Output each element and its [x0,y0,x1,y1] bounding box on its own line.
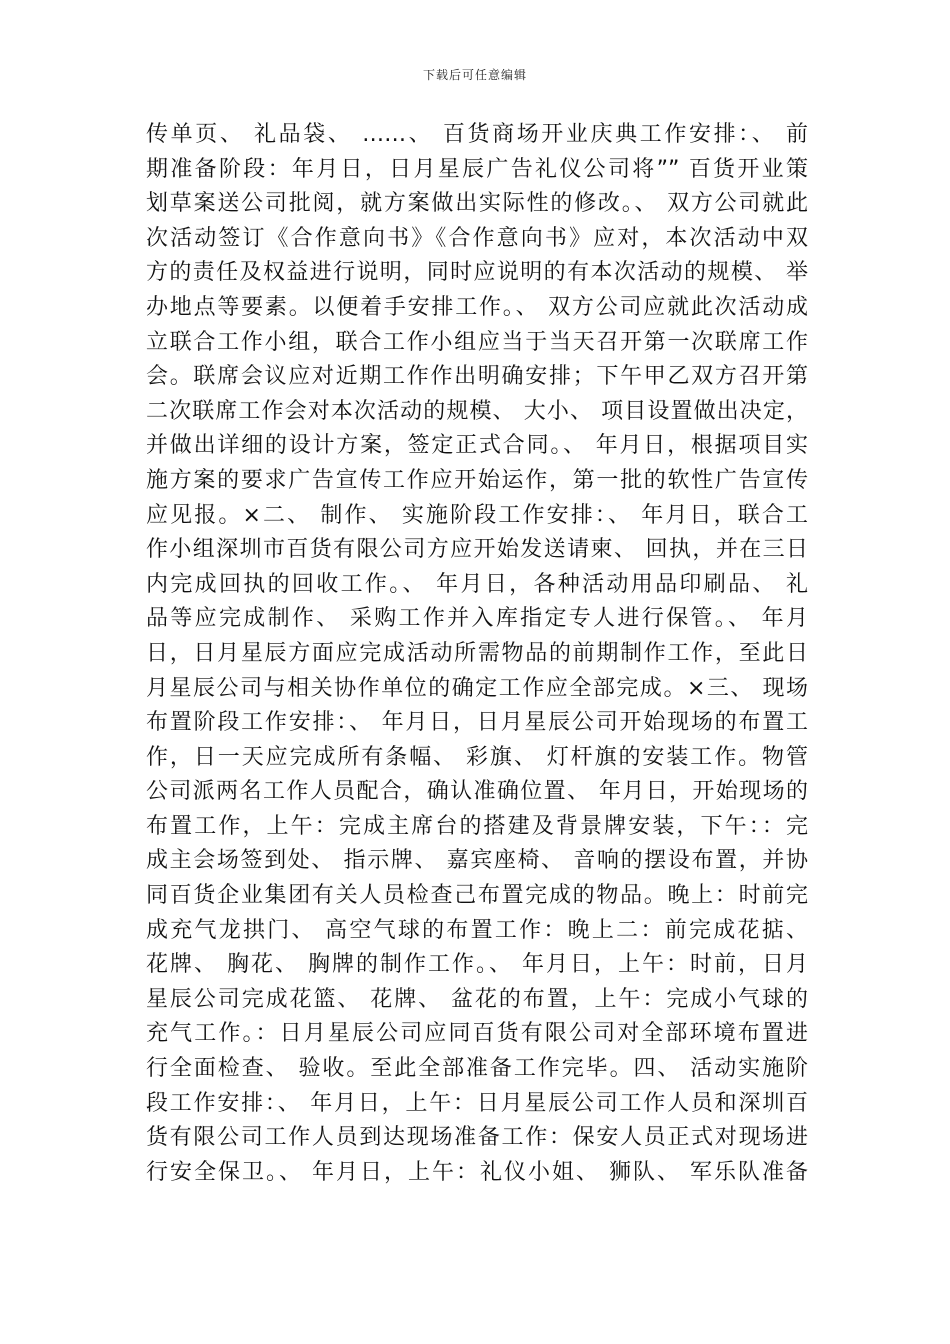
body-text-line: 传单页、 礼品袋、 ……、 百货商场开业庆典工作安排：、 前 [146,122,808,147]
body-text-line: 成主会场签到处、 指示牌、 嘉宾座椅、 音响的摆设布置，并协 [146,848,808,874]
body-text-line: 同百货企业集团有关人员检查己布置完成的物品。晚上：时前完 [146,883,808,909]
body-text-line: 货有限公司工作人员到达现场准备工作：保安人员正式对现场进 [146,1125,808,1151]
page-header-note: 下载后可任意编辑 [422,68,527,82]
body-text-line: 作小组深圳市百货有限公司方应开始发送请柬、 回执，并在三日 [146,537,808,563]
body-text-line: 内完成回执的回收工作。、 年月日，各种活动用品印刷品、 礼 [146,571,808,597]
body-text-line: 次活动签订《合作意向书》《合作意向书》应对，本次活动中双 [146,225,808,251]
body-text-line: 会。联席会议应对近期工作作出明确安排；下午甲乙双方召开第 [146,364,808,390]
body-text-line: 作，日一天应完成所有条幅、 彩旗、 灯杆旗的安装工作。物管 [146,744,808,770]
body-text-line: 立联合工作小组，联合工作小组应当于当天召开第一次联席工作 [146,329,808,355]
body-text-line: 布置阶段工作安排：、 年月日，日月星辰公司开始现场的布置工 [146,710,808,736]
body-paragraph [146,118,808,1190]
body-text-line: 二次联席工作会对本次活动的规模、 大小、 项目设置做出决定， [146,398,808,424]
body-text-line: 月星辰公司与相关协作单位的确定工作应全部完成。×三、 现场 [146,675,808,701]
body-text-line: 划草案送公司批阅，就方案做出实际性的修改。、 双方公司就此 [146,191,808,217]
body-text-line: 期准备阶段：年月日，日月星辰广告礼仪公司将”” 百货开业策 [146,156,808,182]
body-text-line: 并做出详细的设计方案，签定正式合同。、 年月日，根据项目实 [146,433,808,459]
body-text-line: 星辰公司完成花篮、 花牌、 盆花的布置，上午：完成小气球的 [146,986,808,1012]
body-text-line: 花牌、 胸花、 胸牌的制作工作。、 年月日，上午：时前，日月 [146,952,808,978]
body-text-line: 行安全保卫。、 年月日，上午：礼仪小姐、 狮队、 军乐队准备 [146,1159,808,1185]
body-text-line: 方的责任及权益进行说明，同时应说明的有本次活动的规模、 举 [146,260,808,286]
body-text-line: 日，日月星辰方面应完成活动所需物品的前期制作工作，至此日 [146,640,808,666]
body-text-line: 应见报。×二、 制作、 实施阶段工作安排：、 年月日，联合工 [146,502,808,528]
body-text-line: 布置工作，上午：完成主席台的搭建及背景牌安装，下午：：完 [146,813,808,839]
body-text-line: 施方案的要求广告宣传工作应开始运作，第一批的软性广告宣传 [146,467,808,493]
body-text-line: 品等应完成制作、 采购工作并入库指定专人进行保管。、 年月 [146,606,808,632]
body-text-line: 成充气龙拱门、 高空气球的布置工作：晚上二：前完成花掂、 [146,917,808,943]
body-text-line: 办地点等要素。以便着手安排工作。、 双方公司应就此次活动成 [146,294,808,320]
body-text-line: 公司派两名工作人员配合，确认准确位置、 年月日，开始现场的 [146,779,808,805]
body-text-line: 充气工作。：日月星辰公司应同百货有限公司对全部环境布置进 [146,1021,808,1047]
body-text-line: 段工作安排：、 年月日，上午：日月星辰公司工作人员和深圳百 [146,1090,808,1116]
body-text-line: 行全面检查、 验收。至此全部准备工作完毕。四、 活动实施阶 [146,1056,808,1082]
